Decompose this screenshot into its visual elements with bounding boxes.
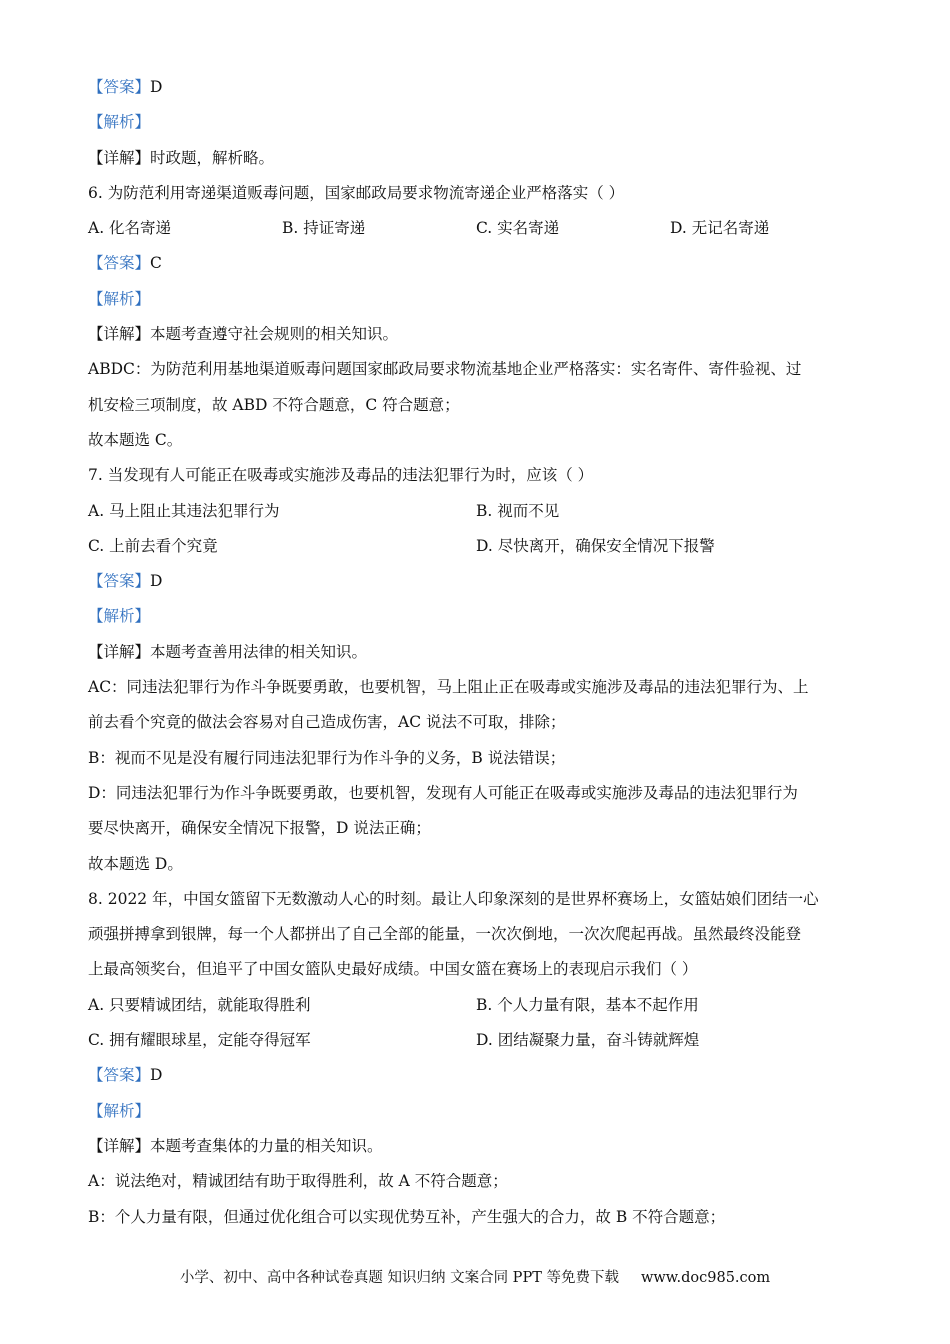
q8-explanation-line: B：个人力量有限，但通过优化组合可以实现优势互补，产生强大的合力，故 B 不符合题意； [88,1207,726,1226]
q8-option-b: B. 个人力量有限，基本不起作用 [476,995,699,1014]
q6-stem: 6. 为防范利用寄递渠道贩毒问题，国家邮政局要求物流寄递企业严格落实（ ） [88,183,625,202]
q6-explanation-line: ABDC：为防范利用基地渠道贩毒问题国家邮政局要求物流基地企业严格落实：实名寄件、寄件验视、过 [88,360,802,379]
q5-answer: 【答案】D [88,78,163,96]
q7-explanation-line: 故本题选 D。 [88,854,183,873]
q6-option-c: C. 实名寄递 [476,219,560,238]
q6-explanation-line: 故本题选 C。 [88,430,183,449]
q7-option-b: B. 视而不见 [476,501,560,520]
q6-detail: 【详解】本题考查遵守社会规则的相关知识。 [88,325,399,344]
q8-answer: 【答案】D [88,1066,163,1085]
q7-explanation-line: B：视而不见是没有履行同违法犯罪行为作斗争的义务，B 说法错误； [88,748,566,767]
q7-detail: 【详解】本题考查善用法律的相关知识。 [88,642,368,661]
q5-analysis-label: 【解析】 [88,113,151,132]
q8-options-row-1 [88,988,878,1023]
q8-option-a: A. 只要精诚团结，就能取得胜利 [88,995,311,1014]
q7-options-row-2 [88,529,878,564]
q7-answer: 【答案】D [88,572,163,591]
q7-stem: 7. 当发现有人可能正在吸毒或实施涉及毒品的违法犯罪行为时，应该（ ） [88,466,594,485]
page-footer [0,1266,950,1287]
q7-option-d: D. 尽快离开，确保安全情况下报警 [476,536,715,555]
q8-stem-line: 8. 2022 年，中国女篮留下无数激动人心的时刻。最让人印象深刻的是世界杯赛场上，女篮姑娘们团结一心 [88,889,819,908]
q6-option-d: D. 无记名寄递 [670,219,770,238]
q7-options-row-1 [88,494,878,529]
document-page [88,70,878,1235]
q6-option-b: B. 持证寄递 [282,219,366,238]
q6-analysis-label: 【解析】 [88,289,151,308]
q7-analysis-label: 【解析】 [88,607,151,626]
q8-option-d: D. 团结凝聚力量，奋斗铸就辉煌 [476,1031,700,1050]
q7-explanation-line: AC：同违法犯罪行为作斗争既要勇敢，也要机智，马上阻止正在吸毒或实施涉及毒品的违法犯罪行为、上 [88,678,809,697]
q7-explanation-line: 前去看个究竟的做法会容易对自己造成伤害，AC 说法不可取，排除； [88,713,566,732]
q6-option-a: A. 化名寄递 [88,219,172,238]
q8-options-row-2 [88,1023,878,1058]
q8-detail: 【详解】本题考查集体的力量的相关知识。 [88,1136,383,1155]
q6-answer: 【答案】C [88,254,162,273]
q7-option-c: C. 上前去看个究竟 [88,536,218,555]
q5-detail: 【详解】时政题，解析略。 [88,148,275,167]
q8-stem-line: 顽强拼搏拿到银牌，每一个人都拼出了自己全部的能量，一次次倒地，一次次爬起再战。虽然最终没能登 [88,925,802,944]
q8-explanation-line: A：说法绝对，精诚团结有助于取得胜利，故 A 不符合题意； [88,1172,508,1191]
q7-explanation-line: D：同违法犯罪行为作斗争既要勇敢，也要机智，发现有人可能正在吸毒或实施涉及毒品的违法犯罪行为 [88,783,798,802]
q8-option-c: C. 拥有耀眼球星，定能夺得冠军 [88,1031,311,1050]
q8-stem-line: 上最高领奖台，但追平了中国女篮队史最好成绩。中国女篮在赛场上的表现启示我们（ ） [88,960,698,979]
footer-text: 小学、初中、高中各种试卷真题 知识归纳 文案合同 PPT 等免费下载 [179,1270,619,1286]
q6-options [88,211,878,246]
q7-option-a: A. 马上阻止其违法犯罪行为 [88,501,280,520]
q6-explanation-line: 机安检三项制度，故 ABD 不符合题意，C 符合题意； [88,395,460,414]
q8-analysis-label: 【解析】 [88,1101,151,1120]
footer-url: www.doc985.com [640,1270,771,1286]
q7-explanation-line: 要尽快离开，确保安全情况下报警，D 说法正确； [88,819,431,838]
